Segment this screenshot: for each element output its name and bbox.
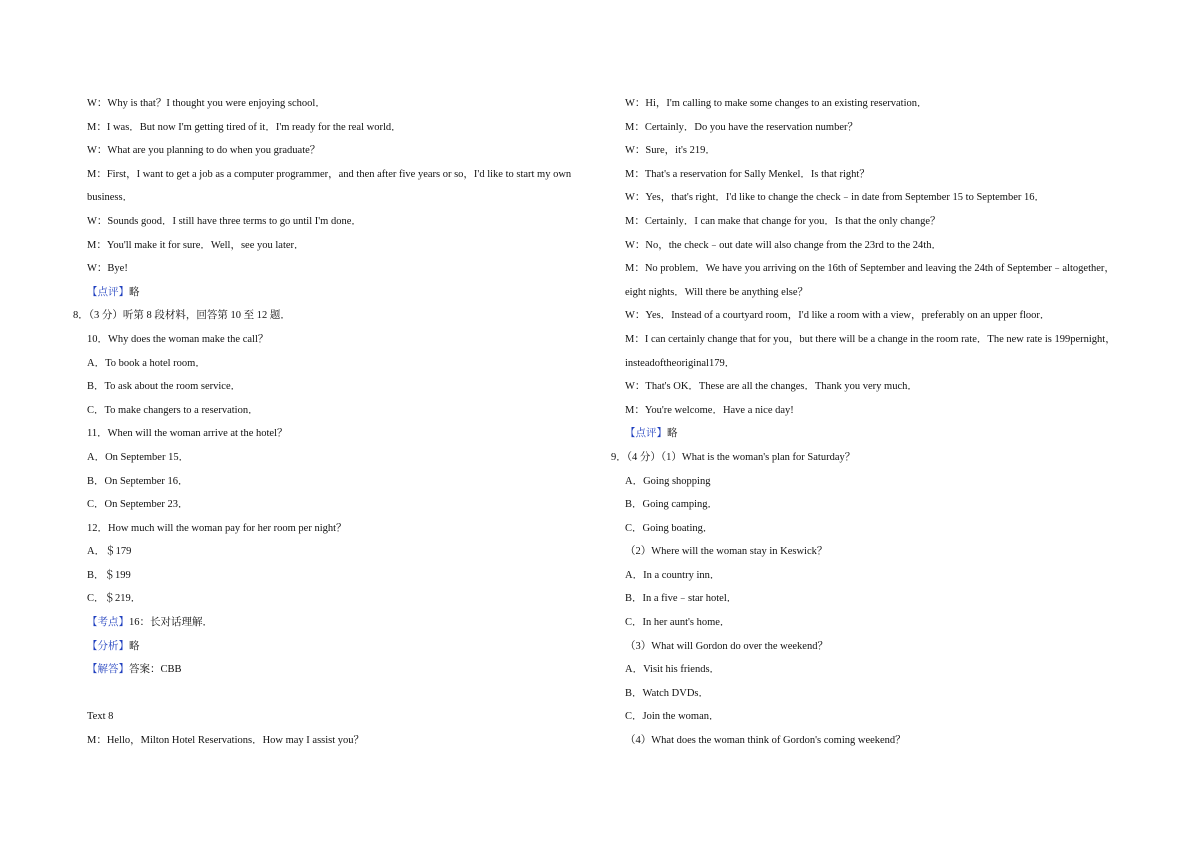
line-text: W：Sounds good．I still have three terms to go until I'm done． — [87, 215, 362, 227]
line-text: B．Watch DVDs． — [625, 687, 710, 699]
line-text: W：Why is that？I thought you were enjoying school． — [87, 98, 326, 109]
left-text-line — [87, 257, 597, 281]
line-text: 10．Why does the woman make the call？ — [87, 333, 269, 345]
right-text-line — [625, 116, 1125, 140]
line-text: （4）What does the woman think of Gordon's coming weekend？ — [625, 735, 906, 747]
line-text: B．Going camping． — [625, 499, 719, 511]
line-text: W：Hi，I'm calling to make some changes to an existing reservation． — [625, 98, 928, 109]
right-text-line — [625, 729, 1125, 753]
right-text-line — [625, 705, 1125, 729]
blank-line — [87, 682, 597, 706]
line-text: 11．When will the woman arrive at the hotel？ — [87, 428, 288, 440]
line-text: A．On September 15． — [87, 451, 190, 463]
line-text: W：That's OK．These are all the changes．Thank you very much． — [625, 381, 918, 393]
left-text-line — [87, 116, 597, 140]
line-text: A．In a country inn． — [625, 569, 721, 581]
right-text-line — [625, 257, 1125, 281]
left-text-line — [87, 587, 597, 611]
line-text: 略 — [129, 286, 140, 298]
line-text: M：First，I want to get a job as a computer programmer，and then after five years or so，I'd like to start my own — [87, 168, 572, 180]
left-text-line — [87, 234, 597, 258]
line-text: W：Sure，it's 219． — [625, 145, 716, 157]
right-text-line — [625, 210, 1125, 234]
right-text-line — [625, 517, 1125, 541]
line-text: eight nights．Will there be anything else？ — [625, 286, 808, 298]
section-tag: 【点评】 — [625, 428, 667, 440]
section-tag: 【分析】 — [87, 640, 129, 652]
line-text: M：That's a reservation for Sally Menkel．Is that right？ — [625, 168, 870, 180]
left-text-line — [87, 186, 597, 210]
line-text: 16：长对话理解． — [129, 617, 213, 629]
line-text: A．Going shopping — [625, 475, 711, 487]
right-text-line — [611, 446, 1125, 470]
right-text-line — [625, 564, 1125, 588]
line-text: C．On September 23． — [87, 499, 189, 511]
section-tag: 【点评】 — [87, 286, 129, 298]
right-text-line — [625, 611, 1125, 635]
line-text: B．To ask about the room service． — [87, 381, 242, 393]
line-text: W：Yes．Instead of a courtyard room，I'd like a room with a view，preferably on an upper floor． — [625, 310, 1051, 322]
left-text-line — [87, 493, 597, 517]
left-text-line — [87, 422, 597, 446]
right-text-line — [625, 682, 1125, 706]
left-text-line — [87, 92, 597, 116]
line-text: 8．（3 分）听第 8 段材料，回答第 10 至 12 题． — [73, 310, 291, 322]
right-text-line — [625, 139, 1125, 163]
left-text-line — [87, 446, 597, 470]
line-text: B．In a five﹣star hotel． — [625, 593, 738, 605]
line-text: C．To make changers to a reservation． — [87, 404, 259, 416]
line-text: M：I can certainly change that for you，but there will be a change in the room rate．The new rate is 199pernight， — [625, 333, 1116, 345]
right-text-line — [625, 234, 1125, 258]
line-text: W：Yes，that's right．I'd like to change the check﹣in date from September 15 to September 16． — [625, 192, 1045, 204]
left-text-line — [87, 281, 597, 305]
line-text: C．＄219． — [87, 593, 142, 605]
left-text-line — [87, 139, 597, 163]
line-text: insteadoftheoriginal179． — [625, 357, 736, 369]
left-text-line — [87, 375, 597, 399]
line-text: C．Going boating． — [625, 522, 714, 534]
line-text: A．Visit his friends． — [625, 664, 721, 676]
right-text-line — [625, 163, 1125, 187]
line-text: 12．How much will the woman pay for her room per night？ — [87, 522, 347, 534]
line-text: Text 8 — [87, 711, 114, 723]
left-text-line — [87, 729, 597, 753]
line-text: 9．（4 分）（1）What is the woman's plan for Saturday？ — [611, 451, 856, 463]
line-text: 略 — [667, 428, 678, 440]
right-text-line — [625, 375, 1125, 399]
left-text-line — [87, 611, 597, 635]
left-text-line — [87, 658, 597, 682]
line-text: W：Bye! — [87, 263, 128, 275]
right-text-line — [625, 422, 1125, 446]
left-text-line — [73, 304, 597, 328]
line-text: M：You'll make it for sure．Well，see you later． — [87, 239, 305, 251]
line-text: A．To book a hotel room． — [87, 357, 206, 369]
section-tag: 【考点】 — [87, 617, 129, 629]
left-text-line — [87, 399, 597, 423]
left-text-line — [87, 564, 597, 588]
right-text-line — [625, 493, 1125, 517]
right-text-line — [625, 92, 1125, 116]
left-text-line — [87, 540, 597, 564]
line-text: B．＄199 — [87, 569, 131, 581]
right-text-line — [625, 328, 1125, 352]
left-text-line — [87, 635, 597, 659]
left-text-line — [87, 328, 597, 352]
right-text-line — [625, 352, 1125, 376]
left-text-line — [87, 517, 597, 541]
line-text: C．In her aunt's home． — [625, 617, 731, 629]
line-text: business． — [87, 192, 134, 204]
right-text-line — [625, 658, 1125, 682]
line-text: M：I was．But now I'm getting tired of it．I'm ready for the real world． — [87, 121, 402, 133]
left-text-line — [87, 705, 597, 729]
line-text: 略 — [129, 640, 140, 652]
right-text-line — [625, 186, 1125, 210]
line-text: C．Join the woman． — [625, 711, 720, 723]
line-text: M：No problem．We have you arriving on the 16th of September and leaving the 24th of September﹣altogether， — [625, 263, 1115, 275]
line-text: M：Certainly．Do you have the reservation number？ — [625, 121, 858, 133]
right-text-line — [625, 635, 1125, 659]
line-text: （2）Where will the woman stay in Keswick？ — [625, 546, 828, 558]
line-text: B．On September 16． — [87, 475, 189, 487]
line-text: W：What are you planning to do when you graduate？ — [87, 145, 321, 157]
left-text-line — [87, 210, 597, 234]
right-text-line — [625, 399, 1125, 423]
right-text-line — [625, 304, 1125, 328]
left-text-line — [87, 352, 597, 376]
line-text: M：You're welcome．Have a nice day! — [625, 404, 794, 416]
line-text: （3）What will Gordon do over the weekend？ — [625, 640, 828, 652]
line-text: M：Certainly．I can make that change for you．Is that the only change？ — [625, 215, 941, 227]
right-text-line — [625, 281, 1125, 305]
line-text: W：No，the check﹣out date will also change from the 23rd to the 24th． — [625, 239, 942, 251]
line-text: A．＄179 — [87, 546, 132, 558]
left-text-line — [87, 470, 597, 494]
left-column — [73, 92, 597, 753]
line-text: 答案：CBB — [129, 664, 182, 676]
right-text-line — [625, 540, 1125, 564]
right-column — [611, 92, 1125, 753]
right-text-line — [625, 587, 1125, 611]
right-text-line — [625, 470, 1125, 494]
line-text: M：Hello，Milton Hotel Reservations．How may I assist you？ — [87, 735, 365, 747]
left-text-line — [87, 163, 597, 187]
section-tag: 【解答】 — [87, 664, 129, 676]
